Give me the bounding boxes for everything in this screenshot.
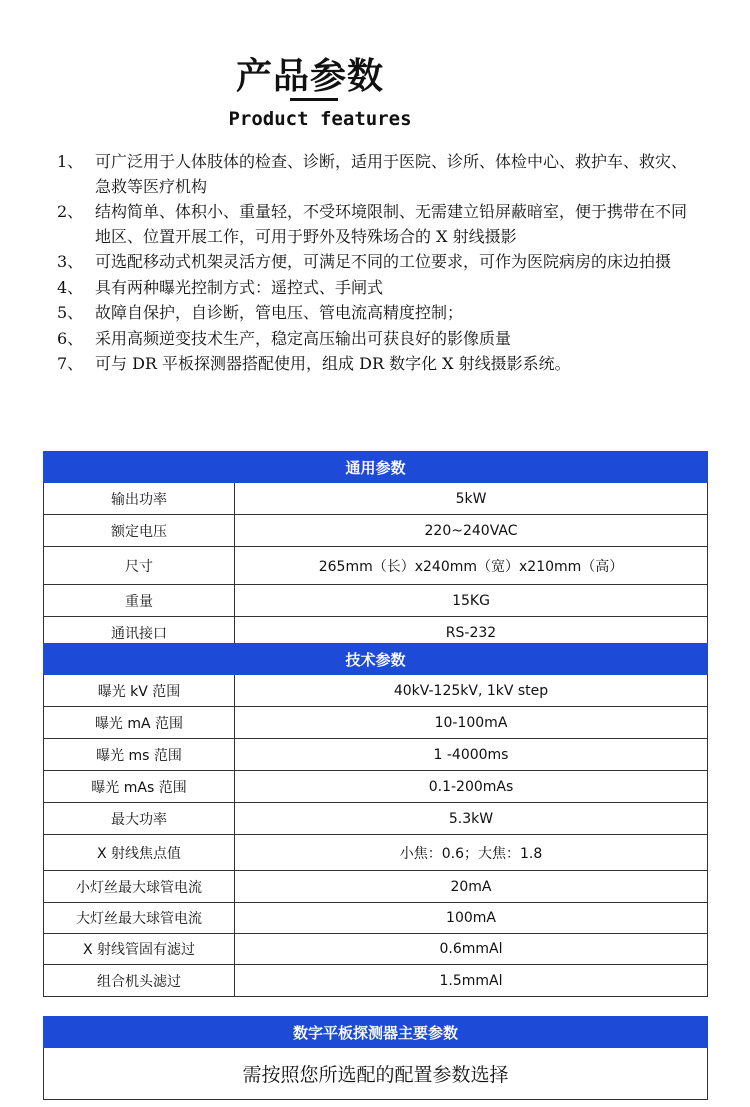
detector-note: 需按照您所选配的配置参数选择 (44, 1048, 708, 1100)
general-params-header: 通用参数 (44, 452, 708, 483)
param-value: 5kW (235, 483, 708, 515)
page-subtitle: Product features (228, 108, 412, 130)
param-label: 曝光 ms 范围 (44, 739, 235, 771)
feature-number: 3、 (57, 252, 84, 271)
table-row (44, 707, 708, 739)
detector-params-header: 数字平板探测器主要参数 (44, 1017, 708, 1048)
table-row (44, 675, 708, 707)
table-row (44, 1048, 708, 1100)
feature-text: 故障自保护，自诊断，管电压、管电流高精度控制； (95, 303, 464, 322)
technical-params-header: 技术参数 (44, 644, 708, 675)
param-value: 265mm（长）x240mm（宽）x210mm（高） (235, 547, 708, 585)
table-header-row (44, 452, 708, 483)
feature-item (57, 352, 707, 377)
feature-number: 2、 (57, 202, 84, 221)
table-row (44, 585, 708, 617)
param-label: 额定电压 (44, 515, 235, 547)
table-row (44, 483, 708, 515)
feature-text: 可选配移动式机架灵活方便，可满足不同的工位要求，可作为医院病房的床边拍摄 (95, 252, 672, 271)
feature-number: 5、 (57, 303, 84, 322)
table-row (44, 739, 708, 771)
page-title: 产品参数 (235, 56, 384, 97)
table-row (44, 903, 708, 934)
feature-item (57, 276, 707, 301)
param-label: 重量 (44, 585, 235, 617)
table-row (44, 871, 708, 903)
feature-text: 可广泛用于人体肢体的检查、诊断，适用于医院、诊所、体检中心、救护车、救灾、急救等医疗机构 (95, 152, 688, 196)
table-row (44, 835, 708, 871)
detector-params-table (43, 1016, 708, 1100)
param-value: 小焦：0.6；大焦：1.8 (235, 835, 708, 871)
param-label: 组合机头滤过 (44, 965, 235, 997)
table-row (44, 515, 708, 547)
technical-params-table (43, 643, 708, 997)
param-label: 小灯丝最大球管电流 (44, 871, 235, 903)
table-row (44, 547, 708, 585)
feature-number: 4、 (57, 277, 84, 297)
param-value: 1.5mmAl (235, 965, 708, 997)
feature-text: 可与 DR 平板探测器搭配使用，组成 DR 数字化 X 射线摄影系统。 (95, 354, 571, 373)
feature-number: 7、 (57, 354, 84, 373)
feature-item (57, 250, 707, 275)
param-label: X 射线管固有滤过 (44, 934, 235, 965)
param-label: 曝光 mAs 范围 (44, 771, 235, 803)
param-value: 20mA (235, 871, 708, 903)
param-value: 0.1-200mAs (235, 771, 708, 803)
param-value: 15KG (235, 585, 708, 617)
param-label: 曝光 kV 范围 (44, 675, 235, 707)
param-label: X 射线焦点值 (44, 835, 235, 871)
param-value: 40kV-125kV, 1kV step (235, 675, 708, 707)
param-value: 5.3kW (235, 803, 708, 835)
param-label: 曝光 mA 范围 (44, 707, 235, 739)
table-header-row (44, 644, 708, 675)
feature-text: 采用高频逆变技术生产，稳定高压输出可获良好的影像质量 (95, 328, 512, 348)
param-value: 220~240VAC (235, 515, 708, 547)
param-label: 通讯接口 (44, 617, 235, 649)
feature-text: 具有两种曝光控制方式：遥控式、手闸式 (95, 277, 384, 297)
feature-text: 结构简单、体积小、重量轻，不受环境限制、无需建立铅屏蔽暗室，便于携带在不同地区、位置开展工作，可用于野外及特殊场合的 X 射线摄影 (95, 202, 688, 246)
feature-number: 6、 (57, 328, 84, 348)
feature-item (57, 301, 707, 326)
param-value: 0.6mmAl (235, 934, 708, 965)
param-value: RS-232 (235, 617, 708, 649)
param-value: 1 -4000ms (235, 739, 708, 771)
feature-item (57, 200, 707, 249)
feature-item (57, 327, 707, 352)
feature-item (57, 150, 707, 199)
param-label: 最大功率 (44, 803, 235, 835)
param-label: 大灯丝最大球管电流 (44, 903, 235, 934)
title-underline (290, 98, 338, 101)
table-row (44, 965, 708, 997)
table-row (44, 771, 708, 803)
table-row (44, 934, 708, 965)
feature-number: 1、 (57, 152, 84, 171)
general-params-table (43, 451, 708, 649)
param-value: 100mA (235, 903, 708, 934)
param-value: 10-100mA (235, 707, 708, 739)
param-label: 输出功率 (44, 483, 235, 515)
table-row (44, 803, 708, 835)
table-header-row (44, 1017, 708, 1048)
feature-list (57, 150, 707, 378)
param-label: 尺寸 (44, 547, 235, 585)
